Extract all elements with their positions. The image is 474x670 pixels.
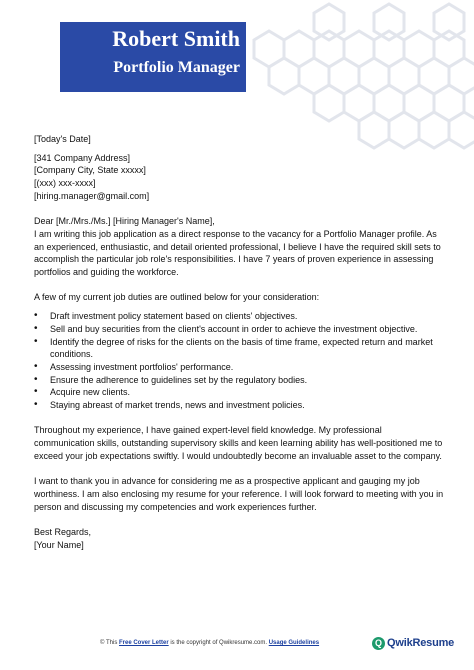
address-line: [hiring.manager@gmail.com] — [34, 190, 150, 201]
salutation: Dear [Mr./Mrs./Ms.] [Hiring Manager's Name], — [34, 216, 215, 227]
duty-item: • Assessing investment portfolios' performance. — [46, 361, 444, 374]
duty-item: • Staying abreast of market trends, news and investment policies. — [46, 399, 444, 412]
duty-item: • Sell and buy securities from the client's account in order to achieve the investment objective. — [46, 323, 444, 336]
duties-intro: A few of my current job duties are outlined below for your consideration: — [34, 292, 320, 303]
hexagon-pattern-decoration — [214, 0, 474, 150]
usage-guidelines-link[interactable]: Usage Guidelines — [268, 640, 320, 646]
letter-date: [Today's Date] — [34, 134, 91, 144]
duties-list — [34, 310, 444, 412]
closing: Best Regards, — [34, 527, 92, 538]
intro-paragraph: I am writing this job application as a direct response to the vacancy for a Portfolio Manager profile. As an experienced, enthusiastic, and detail oriented professional, I believe I have the required skill sets to accomplish the particular job role's responsibilities. I have 7 years of proven experience in assessing portfolios and guiding the workforce. — [34, 228, 441, 278]
letter-body — [34, 133, 444, 551]
duty-item: • Ensure the adherence to guidelines set by the regulatory bodies. — [46, 374, 444, 387]
address-line: [341 Company Address] — [34, 152, 131, 163]
duty-item: • Acquire new clients. — [46, 386, 444, 399]
address-line: [(xxx) xxx-xxxx] — [34, 178, 96, 189]
logo-q-icon: Q — [372, 637, 385, 650]
thanks-paragraph: I want to thank you in advance for considering me as a prospective applicant and gauging my job worthiness. I am also enclosing my resume for your reference. I will look forward to meeting with you in person and discussing my competencies and work experiences further. — [34, 476, 444, 512]
signature: [Your Name] — [34, 539, 84, 550]
copyright-notice — [100, 634, 319, 652]
copyright-middle: is the copyright of Qwikresume.com. — [168, 640, 269, 646]
duty-item: • Draft investment policy statement based on clients' objectives. — [46, 310, 444, 323]
logo-wordmark: QwikResume — [387, 637, 455, 649]
copyright-prefix: © This — [100, 640, 119, 646]
qwikresume-logo[interactable] — [372, 634, 454, 652]
address-line: [Company City, State xxxxx] — [34, 165, 146, 176]
experience-paragraph: Throughout my experience, I have gained expert-level field knowledge. My professional communication skills, outstanding supervisory skills and keen learning ability has well-positioned me to exceed your job expectations swiftly. I would undoubtedly become an invaluable asset to the company. — [34, 425, 443, 461]
applicant-title: Portfolio Manager — [113, 59, 240, 76]
free-cover-letter-link[interactable]: Free Cover Letter — [118, 640, 169, 646]
duty-item: • Identify the degree of risks for the clients on the basis of time frame, expected return and market conditions. — [46, 336, 444, 361]
applicant-name: Robert Smith — [112, 26, 240, 51]
footer — [0, 634, 474, 652]
